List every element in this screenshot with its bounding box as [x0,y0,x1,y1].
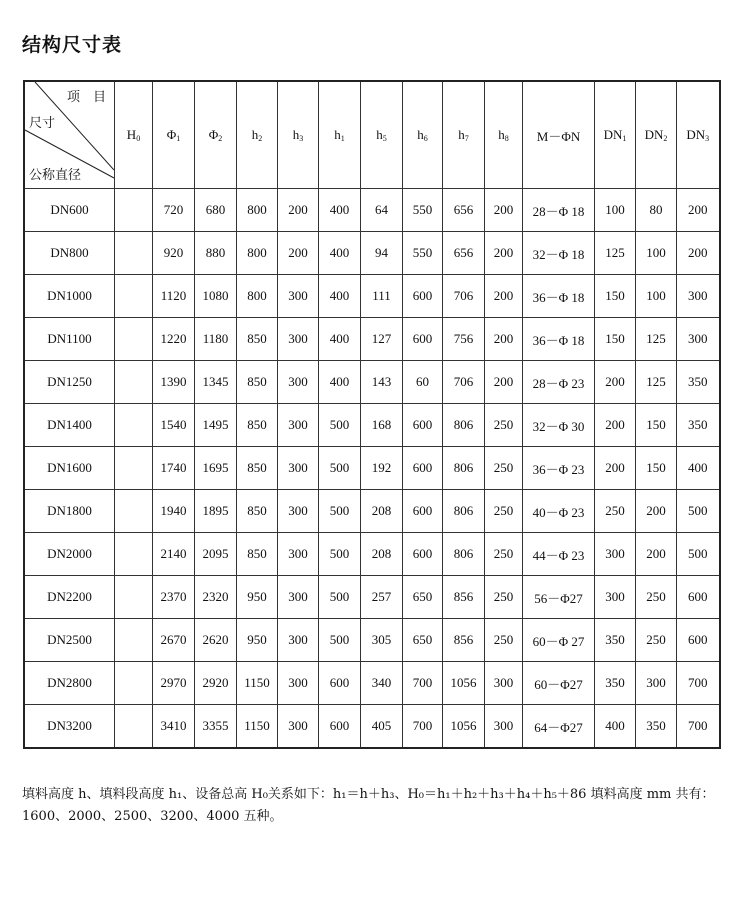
table-cell: 200 [278,232,319,275]
table-cell: 80 [636,189,677,232]
table-cell: 650 [403,619,443,662]
table-cell: 500 [319,619,361,662]
table-cell: 60 [403,361,443,404]
column-header-subscript: 2 [218,134,223,143]
table-row [24,318,720,361]
column-header-base: H [126,127,137,142]
table-cell: 600 [677,576,720,619]
header-row [24,81,720,189]
table-cell: 806 [443,533,485,576]
table-row [24,619,720,662]
table-cell: 500 [319,576,361,619]
table-row [24,361,720,404]
table-cell: 2370 [153,576,195,619]
column-header-subscript: 2 [258,134,263,143]
table-cell: 600 [403,447,443,490]
table-cell: 405 [361,705,403,749]
column-header [636,81,677,189]
table-cell: 64 [361,189,403,232]
table-cell: 250 [485,490,523,533]
table-cell: 300 [677,275,720,318]
table-cell: 1150 [237,662,278,705]
table-cell: 600 [403,275,443,318]
table-cell: 400 [319,189,361,232]
table-cell: 143 [361,361,403,404]
nominal-diameter-cell: DN3200 [24,705,115,749]
table-cell: 300 [278,318,319,361]
column-header-subscript: 0 [136,134,141,143]
table-cell: 500 [319,404,361,447]
column-header-base: h [376,127,383,142]
table-cell: 1150 [237,705,278,749]
column-header-base: h [458,127,465,142]
table-cell: 1540 [153,404,195,447]
table-cell: 300 [278,619,319,662]
table-cell: 500 [319,490,361,533]
table-cell: 400 [595,705,636,749]
table-cell: 300 [595,533,636,576]
column-header-base: h [292,127,300,142]
table-cell [115,576,153,619]
table-cell: 650 [403,576,443,619]
column-header [523,81,595,189]
nominal-diameter-cell: DN1400 [24,404,115,447]
table-cell: 550 [403,189,443,232]
column-header-subscript: 1 [340,134,345,143]
table-cell: 200 [485,189,523,232]
table-cell: 400 [319,275,361,318]
table-cell: 350 [677,404,720,447]
column-header-base: M－ΦN [536,128,581,144]
table-cell: 2320 [195,576,237,619]
table-cell [115,275,153,318]
table-cell: 700 [677,662,720,705]
table-row [24,232,720,275]
table-cell: 150 [595,275,636,318]
nominal-diameter-cell: DN1100 [24,318,115,361]
table-row [24,576,720,619]
table-cell: 28－Φ 18 [523,189,595,232]
table-cell: 600 [677,619,720,662]
table-cell: 350 [677,361,720,404]
table-cell: 300 [278,361,319,404]
table-cell: 700 [403,705,443,749]
table-cell: 880 [195,232,237,275]
column-header [195,81,237,189]
table-cell: 800 [237,275,278,318]
table-cell: 60－Φ 27 [523,619,595,662]
table-cell: 200 [636,533,677,576]
table-cell: 350 [595,662,636,705]
table-cell: 1056 [443,662,485,705]
table-cell: 1180 [195,318,237,361]
table-row [24,404,720,447]
table-cell: 250 [485,619,523,662]
nominal-diameter-cell: DN2000 [24,533,115,576]
column-header [443,81,485,189]
column-header-subscript: 1 [176,134,181,143]
table-cell: 2095 [195,533,237,576]
table-cell: 94 [361,232,403,275]
table-cell: 300 [278,705,319,749]
table-cell: 950 [237,619,278,662]
table-cell: 806 [443,447,485,490]
table-cell: 125 [636,361,677,404]
table-cell: 720 [153,189,195,232]
table-cell: 168 [361,404,403,447]
column-header-subscript: 8 [504,134,509,143]
dimension-table [23,80,721,749]
table-cell: 1120 [153,275,195,318]
table-cell: 2670 [153,619,195,662]
table-cell: 600 [319,705,361,749]
table-cell: 192 [361,447,403,490]
nominal-diameter-cell: DN1600 [24,447,115,490]
table-cell: 2920 [195,662,237,705]
table-cell: 250 [485,576,523,619]
column-header-base: Φ [208,127,219,142]
corner-header [24,81,115,189]
table-cell: 806 [443,490,485,533]
table-cell: 127 [361,318,403,361]
table-cell: 200 [677,189,720,232]
table-cell: 1056 [443,705,485,749]
corner-size-label: 尺寸 [29,116,56,131]
table-cell: 1895 [195,490,237,533]
table-cell: 850 [237,361,278,404]
table-cell: 125 [595,232,636,275]
table-cell: 600 [403,318,443,361]
table-cell: 64－Φ27 [523,705,595,749]
table-row [24,533,720,576]
table-cell [115,447,153,490]
table-cell: 44－Φ 23 [523,533,595,576]
table-cell: 2620 [195,619,237,662]
table-cell: 250 [485,447,523,490]
table-cell: 257 [361,576,403,619]
table-cell: 950 [237,576,278,619]
table-cell: 100 [595,189,636,232]
column-header-subscript: 3 [705,134,710,143]
table-cell: 350 [636,705,677,749]
table-cell: 200 [485,361,523,404]
table-cell: 1390 [153,361,195,404]
column-header [403,81,443,189]
table-cell: 1345 [195,361,237,404]
table-cell: 400 [319,232,361,275]
table-cell: 350 [595,619,636,662]
table-cell: 200 [485,275,523,318]
table-cell: 1220 [153,318,195,361]
column-header-base: DN [644,127,664,142]
table-cell: 250 [636,619,677,662]
table-cell: 200 [595,361,636,404]
table-cell: 125 [636,318,677,361]
table-cell: 400 [677,447,720,490]
column-header-base: h [417,127,424,142]
column-header-base: h [334,127,341,142]
table-row [24,189,720,232]
table-cell: 1940 [153,490,195,533]
table-cell: 920 [153,232,195,275]
table-cell: 36－Φ 23 [523,447,595,490]
column-header-base: h [498,127,505,142]
column-header [485,81,523,189]
table-cell: 706 [443,275,485,318]
column-header-base: Φ [166,127,177,142]
table-cell: 208 [361,533,403,576]
table-cell: 111 [361,275,403,318]
table-cell: 36－Φ 18 [523,275,595,318]
column-header-base: DN [603,127,623,142]
table-cell: 340 [361,662,403,705]
column-header [153,81,195,189]
table-cell: 40－Φ 23 [523,490,595,533]
table-cell [115,662,153,705]
column-header-subscript: 7 [464,134,469,143]
column-header-base: DN [686,127,706,142]
table-cell: 800 [237,232,278,275]
table-row [24,705,720,749]
table-cell [115,705,153,749]
table-cell [115,232,153,275]
table-cell: 856 [443,619,485,662]
table-cell [115,619,153,662]
table-cell: 300 [278,275,319,318]
table-cell: 3410 [153,705,195,749]
footnote: 填料高度 h、填料段高度 h₁、设备总高 H₀关系如下：h₁＝h＋h₃、H₀＝h₁＋h₂＋h₃＋h₄＋h₅＋86 填料高度 mm 共有：1600、2000、2500、3200、4000 五种。 [22,787,715,824]
table-cell: 600 [403,490,443,533]
table-cell: 850 [237,404,278,447]
table-cell: 300 [677,318,720,361]
page-title: 结构尺寸表 [22,34,123,56]
nominal-diameter-cell: DN1250 [24,361,115,404]
table-cell: 300 [278,490,319,533]
table-cell: 32－Φ 18 [523,232,595,275]
table-cell: 300 [595,576,636,619]
column-header [115,81,153,189]
table-cell: 100 [636,232,677,275]
column-header-subscript: 3 [299,134,304,143]
table-cell: 1080 [195,275,237,318]
table-cell: 60－Φ27 [523,662,595,705]
table-cell [115,189,153,232]
nominal-diameter-cell: DN2200 [24,576,115,619]
table-cell: 200 [595,447,636,490]
table-cell: 300 [278,576,319,619]
column-header [278,81,319,189]
table-row [24,490,720,533]
nominal-diameter-cell: DN800 [24,232,115,275]
table-cell: 656 [443,232,485,275]
table-cell: 200 [278,189,319,232]
table-cell: 150 [595,318,636,361]
table-cell: 850 [237,447,278,490]
table-cell: 28－Φ 23 [523,361,595,404]
table-cell: 250 [485,404,523,447]
table-row [24,447,720,490]
table-cell: 150 [636,447,677,490]
table-cell: 100 [636,275,677,318]
table-cell: 600 [403,404,443,447]
table-cell [115,361,153,404]
table-cell: 300 [636,662,677,705]
table-cell: 305 [361,619,403,662]
column-header [237,81,278,189]
table-cell: 32－Φ 30 [523,404,595,447]
table-cell: 300 [278,533,319,576]
table-cell: 200 [485,318,523,361]
table-cell: 250 [636,576,677,619]
table-cell: 656 [443,189,485,232]
table-cell: 400 [319,361,361,404]
column-header-base: h [251,127,259,142]
table-cell: 500 [319,447,361,490]
column-header [677,81,720,189]
table-cell: 700 [403,662,443,705]
table-cell: 56－Φ27 [523,576,595,619]
table-cell: 150 [636,404,677,447]
table-row [24,275,720,318]
table-cell: 200 [636,490,677,533]
corner-nominal-diameter-label: 公称直径 [29,168,82,183]
table-cell: 2970 [153,662,195,705]
table-cell: 600 [319,662,361,705]
column-header [319,81,361,189]
table-cell: 1495 [195,404,237,447]
nominal-diameter-cell: DN1800 [24,490,115,533]
table-cell: 300 [278,447,319,490]
table-cell: 300 [278,404,319,447]
table-cell: 300 [485,705,523,749]
corner-item-label: 项 目 [66,90,106,105]
table-cell: 680 [195,189,237,232]
table-cell: 300 [485,662,523,705]
table-cell: 208 [361,490,403,533]
table-cell [115,318,153,361]
table-cell: 856 [443,576,485,619]
table-row [24,662,720,705]
column-header-subscript: 6 [423,134,428,143]
table-cell: 1695 [195,447,237,490]
table-cell: 400 [319,318,361,361]
table-cell: 850 [237,490,278,533]
table-cell: 250 [485,533,523,576]
table-cell: 850 [237,533,278,576]
table-cell: 800 [237,189,278,232]
table-cell [115,533,153,576]
table-cell [115,490,153,533]
table-cell: 806 [443,404,485,447]
table-cell: 850 [237,318,278,361]
column-header-subscript: 1 [622,134,627,143]
table-cell: 500 [319,533,361,576]
table-cell: 500 [677,490,720,533]
table-cell: 600 [403,533,443,576]
table-cell: 550 [403,232,443,275]
table-cell: 756 [443,318,485,361]
table-cell: 2140 [153,533,195,576]
table-cell: 700 [677,705,720,749]
nominal-diameter-cell: DN2500 [24,619,115,662]
table-cell: 200 [485,232,523,275]
table-cell: 1740 [153,447,195,490]
column-header [361,81,403,189]
table-cell [115,404,153,447]
table-cell: 200 [677,232,720,275]
table-cell: 250 [595,490,636,533]
nominal-diameter-cell: DN600 [24,189,115,232]
table-cell: 706 [443,361,485,404]
column-header [595,81,636,189]
table-cell: 3355 [195,705,237,749]
table-cell: 500 [677,533,720,576]
nominal-diameter-cell: DN1000 [24,275,115,318]
table-cell: 200 [595,404,636,447]
column-header-subscript: 5 [382,134,387,143]
column-header-subscript: 2 [663,134,668,143]
table-cell: 300 [278,662,319,705]
table-cell: 36－Φ 18 [523,318,595,361]
nominal-diameter-cell: DN2800 [24,662,115,705]
